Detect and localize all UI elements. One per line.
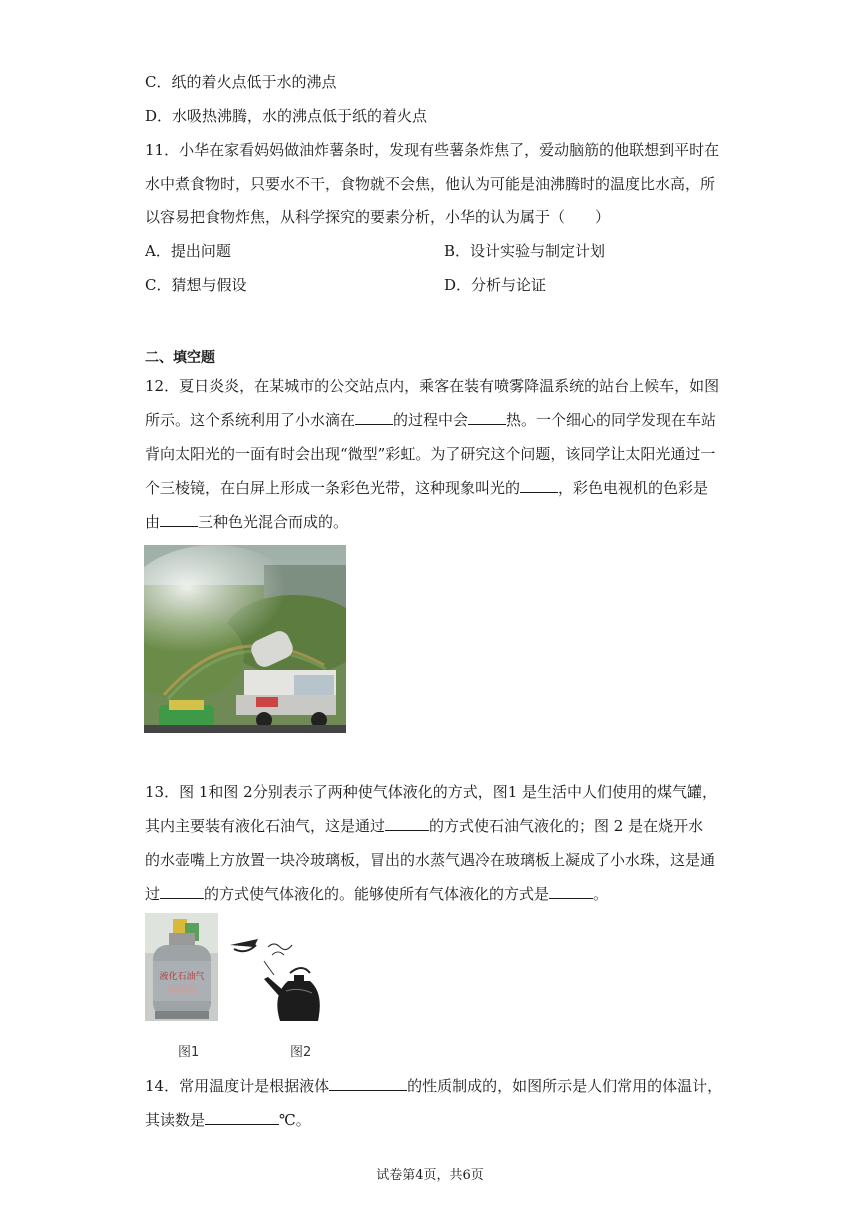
section-heading-fill-in: 二、填空题 xyxy=(145,350,215,366)
text-segment: 其读数是 xyxy=(145,1111,206,1129)
text-segment: 的方式使气体液化的。能够使所有气体液化的方式是 xyxy=(204,885,550,903)
text-segment: 个三棱镜，在白屏上形成一条彩色光带，这种现象叫光的 xyxy=(145,479,521,497)
text-segment: ，彩色电视机的色彩是 xyxy=(558,479,709,497)
answer-blank xyxy=(520,478,558,493)
question-12-line-4 xyxy=(145,478,708,498)
question-11-option-d: D．分析与论证 xyxy=(444,276,547,294)
question-11-line-3: 以容易把食物炸焦，从科学探究的要素分析，小华的认为属于（ ） xyxy=(145,208,611,226)
line-option-d-q10: D．水吸热沸腾，水的沸点低于纸的着火点 xyxy=(145,107,428,125)
text-segment: 14．常用温度计是根据液体 xyxy=(145,1077,330,1095)
question-13-line-2 xyxy=(145,816,703,836)
question-13-line-4 xyxy=(145,884,608,904)
question-12-line-5 xyxy=(145,512,348,532)
text-segment: 其内主要装有液化石油气，这是通过 xyxy=(145,817,386,835)
text-segment: 的过程中会 xyxy=(393,411,469,429)
answer-blank xyxy=(468,410,506,425)
kettle-drawing xyxy=(228,935,328,1025)
question-11-option-c: C．猜想与假设 xyxy=(145,276,247,294)
answer-blank xyxy=(385,816,429,831)
question-11-option-b: B．设计实验与制定计划 xyxy=(444,242,606,260)
text-segment: 过 xyxy=(145,885,161,903)
question-12-line-2 xyxy=(145,410,716,430)
page-footer: 试卷第4页，共6页 xyxy=(376,1168,484,1183)
answer-blank xyxy=(355,410,393,425)
gas-tank-photo xyxy=(145,913,218,1021)
question-12-line-1: 12．夏日炎炎，在某城市的公交站点内，乘客在装有喷雾降温系统的站台上候车，如图 xyxy=(145,377,720,395)
text-segment: 所示。这个系统利用了小水滴在 xyxy=(145,411,356,429)
answer-blank xyxy=(205,1110,279,1125)
text-segment: 热。一个细心的同学发现在车站 xyxy=(506,411,717,429)
line-option-c-q10: C．纸的着火点低于水的沸点 xyxy=(145,73,337,91)
answer-blank xyxy=(329,1076,407,1091)
question-14-line-1 xyxy=(145,1076,722,1096)
text-segment: 的方式使石油气液化的；图 2 是在烧开水 xyxy=(429,817,704,835)
figure-1-caption: 图1 xyxy=(178,1045,200,1060)
question-14-line-2 xyxy=(145,1110,311,1130)
text-segment: 的性质制成的，如图所示是人们常用的体温计， xyxy=(407,1077,723,1095)
figure-2-caption: 图2 xyxy=(290,1045,312,1060)
answer-blank xyxy=(160,512,198,527)
text-segment: 三种色光混合而成的。 xyxy=(198,513,349,531)
text-segment: 。 xyxy=(593,885,609,903)
answer-blank xyxy=(160,884,204,899)
answer-blank xyxy=(549,884,593,899)
question-13-line-3: 的水壶嘴上方放置一块冷玻璃板，冒出的水蒸气遇冷在玻璃板上凝成了小水珠，这是通 xyxy=(145,851,716,869)
text-segment: ℃。 xyxy=(279,1111,311,1129)
question-11-line-2: 水中煮食物时，只要水不干，食物就不会焦，他认为可能是油沸腾时的温度比水高，所 xyxy=(145,175,716,193)
text-segment: 由 xyxy=(145,513,161,531)
question-11-line-1: 11．小华在家看妈妈做油炸薯条时，发现有些薯条炸焦了，爱动脑筋的他联想到平时在 xyxy=(145,141,720,159)
question-12-line-3: 背向太阳光的一面有时会出现“微型”彩虹。为了研究这个问题，该同学让太阳光通过一 xyxy=(145,445,716,463)
question-11-option-a: A．提出问题 xyxy=(145,242,231,260)
tank-label: 液化石油气 xyxy=(159,972,205,982)
spray-cannon-photo xyxy=(144,545,346,733)
question-13-line-1: 13．图 1和图 2分别表示了两种使气体液化的方式，图1 是生活中人们使用的煤气罐， xyxy=(145,783,718,801)
